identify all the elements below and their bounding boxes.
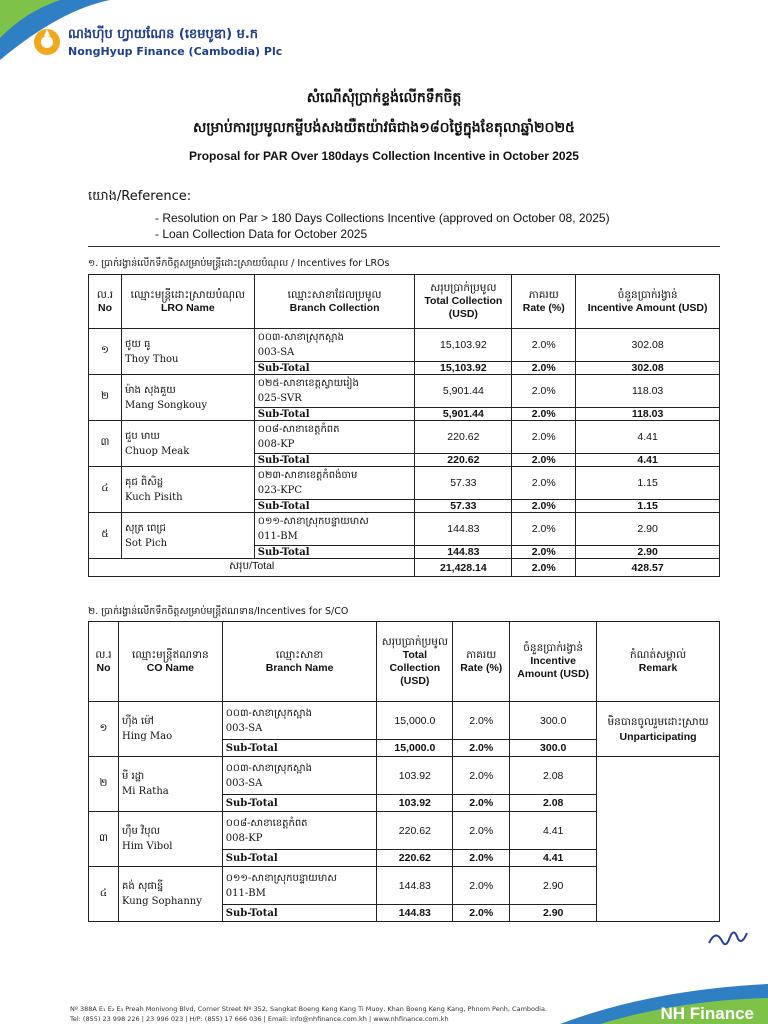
branch-cell (222, 812, 377, 850)
name-khmer: ថូយ ធូ (124, 338, 151, 350)
branch-cell (222, 867, 377, 905)
col-no: ល.រ No (89, 622, 119, 702)
rate: 2.0% (453, 812, 510, 850)
subtotal-rate: 2.0% (512, 546, 576, 559)
grand-total-label: សរុប/Total (89, 559, 415, 577)
total-collection: 57.33 (415, 467, 512, 500)
subtotal-collection: 15,000.0 (377, 740, 453, 757)
incentive-amount: 4.41 (576, 421, 720, 454)
total-collection: 15,000.0 (377, 702, 453, 740)
branch-code: 008-KP (225, 832, 263, 844)
row-number: ៤ (89, 467, 122, 513)
subtotal-amount: 2.90 (510, 905, 597, 922)
total-collection: 220.62 (415, 421, 512, 454)
row-number: ២ (89, 375, 122, 421)
logo-english-text: NongHyup Finance (Cambodia) Plc (68, 45, 283, 58)
subtotal-collection: 57.33 (415, 500, 512, 513)
branch-code: 003-SA (225, 722, 263, 734)
subtotal-amount: 2.08 (510, 795, 597, 812)
branch-name-khmer: ០១១-សាខាស្រុកបន្ទាយមាស (225, 872, 337, 884)
co-name-cell (118, 812, 222, 867)
branch-name-khmer: ០០៨-សាខាខេត្តកំពត (225, 817, 308, 829)
name-khmer: គុជ ពិសិដ្ឋ (124, 476, 164, 488)
subtotal-collection: 144.83 (377, 905, 453, 922)
incentive-amount: 300.0 (510, 702, 597, 740)
branch-name-khmer: ០២៣-សាខាខេត្តកំពង់ចាម (257, 470, 358, 481)
reference-heading: យោង/Reference: (88, 189, 192, 204)
name-english: Mang Songkouy (124, 399, 208, 411)
co-name-cell (118, 702, 222, 757)
lro-name-cell (121, 421, 254, 467)
lro-name-cell (121, 467, 254, 513)
row-number: ៤ (89, 867, 119, 922)
name-english: Him Vibol (121, 841, 173, 852)
lro-name-cell (121, 513, 254, 559)
subtotal-amount: 302.08 (576, 362, 720, 375)
page-title-english: Proposal for PAR Over 180days Collection Incentive in October 2025 (189, 149, 579, 163)
incentive-amount: 118.03 (576, 375, 720, 408)
branch-cell (254, 467, 415, 500)
subtotal-collection: 5,901.44 (415, 408, 512, 421)
branch-cell (222, 757, 377, 795)
col-rate: ភាគរយ Rate (%) (453, 622, 510, 702)
subtotal-amount: 4.41 (576, 454, 720, 467)
branch-cell (254, 421, 415, 454)
row-number: ២ (89, 757, 119, 812)
page-title-khmer: សំណើសុំប្រាក់ខ្ទង់លើកទឹកចិត្ត (306, 90, 462, 106)
total-collection: 144.83 (377, 867, 453, 905)
subtotal-collection: 103.92 (377, 795, 453, 812)
remark-english: Unparticipating (619, 730, 697, 743)
remark-khmer: មិនបានចូលរួមដោះស្រាយ (607, 715, 709, 728)
section-divider (88, 246, 720, 247)
name-english: Chuop Meak (124, 445, 190, 457)
table-header-row (89, 275, 720, 329)
total-collection: 103.92 (377, 757, 453, 795)
branch-name-khmer: ០០៣-សាខាស្រុកស្អាង (225, 762, 312, 774)
branch-name-khmer: ០២៥-សាខាខេត្តស្វាយរៀង (257, 378, 359, 389)
section2-heading: ២. ប្រាក់រង្វាន់លើកទឹកចិត្តសម្រាប់មន្ត្រីឥណទាន/Incentives for S/CO (88, 606, 349, 617)
name-khmer: ហ៊ឹម វិបុល (121, 826, 161, 837)
branch-cell (254, 375, 415, 408)
subtotal-label: Sub-Total (254, 408, 415, 421)
grand-total-amount: 428.57 (576, 559, 720, 577)
branch-code: 011-BM (257, 531, 298, 542)
table-row (89, 702, 720, 740)
subtotal-label: Sub-Total (254, 454, 415, 467)
row-number: ៣ (89, 421, 122, 467)
subtotal-label: Sub-Total (222, 905, 377, 922)
remark-cell-empty (597, 757, 720, 922)
subtotal-rate: 2.0% (512, 500, 576, 513)
name-english: Thoy Thou (124, 353, 179, 365)
rate: 2.0% (453, 757, 510, 795)
logo-khmer-text: ណងហ៊ីប ហ្វាយណែន (ខេមបូឌា) ម.ក (68, 27, 259, 42)
co-name-cell (118, 867, 222, 922)
branch-name-khmer: ០០៣-សាខាស្រុកស្អាង (257, 332, 344, 343)
rate: 2.0% (453, 867, 510, 905)
signature-mark-icon (706, 925, 750, 951)
footer-contact: Tel: (855) 23 998 226 | 23 996 023 | H/P: (855) 17 666 036 | Email: info@nhfinance.com.kh | www.nhfinance.com.kh (70, 1015, 449, 1023)
table-row (89, 467, 720, 500)
table-row (89, 513, 720, 546)
col-total-collection: សរុបប្រាក់ប្រមូល Total Collection (USD) (377, 622, 453, 702)
subtotal-amount: 2.90 (576, 546, 720, 559)
name-english: Kung Sophanny (121, 896, 202, 907)
branch-name-khmer: ០១១-សាខាស្រុកបន្ទាយមាស (257, 516, 369, 527)
lro-name-cell (121, 375, 254, 421)
col-branch-name: ឈ្មោះសាខា Branch Name (222, 622, 377, 702)
branch-name-khmer: ០០៣-សាខាស្រុកស្អាង (225, 707, 312, 719)
incentive-amount: 2.90 (576, 513, 720, 546)
row-number: ១ (89, 329, 122, 375)
col-incentive-amount: ចំនួនប្រាក់រង្វាន់ Incentive Amount (USD) (510, 622, 597, 702)
table-header-row (89, 622, 720, 702)
branch-name-khmer: ០០៨-សាខាខេត្តកំពត (257, 424, 340, 435)
name-english: Hing Mao (121, 731, 173, 742)
branch-code: 023-KPC (257, 485, 303, 496)
subtotal-label: Sub-Total (254, 500, 415, 513)
col-remark: កំណត់សម្គាល់ Remark (597, 622, 720, 702)
name-english: Sot Pich (124, 537, 168, 549)
nh-logo-icon (32, 27, 62, 57)
subtotal-collection: 15,103.92 (415, 362, 512, 375)
grand-total-collection: 21,428.14 (415, 559, 512, 577)
subtotal-label: Sub-Total (222, 850, 377, 867)
col-branch-collection: ឈ្មោះសាខាដែលប្រមូល Branch Collection (254, 275, 415, 329)
col-no: ល.រ No (89, 275, 122, 329)
grand-total-row (89, 559, 720, 577)
lro-name-cell (121, 329, 254, 375)
subtotal-rate: 2.0% (453, 795, 510, 812)
subtotal-label: Sub-Total (254, 362, 415, 375)
branch-code: 025-SVR (257, 393, 302, 404)
branch-code: 011-BM (225, 887, 266, 899)
name-khmer: ហ៊ីង ម៉ៅ (121, 716, 154, 727)
subtotal-collection: 144.83 (415, 546, 512, 559)
row-number: ១ (89, 702, 119, 757)
name-english: Mi Ratha (121, 786, 169, 797)
name-khmer: ជួប មាឃ (124, 430, 160, 442)
footer-address: Nº 388A E₁ E₂ E₃ Preah Monivong Blvd, Corner Street Nº 352, Sangkat Boeng Keng Kang Ti Muoy, Khan Boeng Keng Kang, Phnom Penh, Cambodia. (70, 1005, 547, 1013)
total-collection: 144.83 (415, 513, 512, 546)
branch-cell (254, 513, 415, 546)
row-number: ៥ (89, 513, 122, 559)
table-row (89, 375, 720, 408)
incentive-amount: 2.90 (510, 867, 597, 905)
total-collection: 220.62 (377, 812, 453, 850)
rate: 2.0% (512, 329, 576, 362)
grand-total-rate: 2.0% (512, 559, 576, 577)
col-total-collection: សរុបប្រាក់ប្រមូល Total Collection (USD) (415, 275, 512, 329)
branch-code: 003-SA (225, 777, 263, 789)
subtotal-rate: 2.0% (512, 362, 576, 375)
remark-cell (597, 702, 720, 757)
branch-cell (222, 702, 377, 740)
name-khmer: មី រដ្ឋា (121, 771, 145, 782)
lro-incentive-table (88, 274, 720, 577)
footer-brand: NH Finance (660, 1004, 754, 1023)
name-khmer: សុត្រ ពេជ្រ (124, 522, 166, 534)
subtotal-rate: 2.0% (453, 850, 510, 867)
col-rate: ភាគរយ Rate (%) (512, 275, 576, 329)
rate: 2.0% (512, 421, 576, 454)
incentive-amount: 4.41 (510, 812, 597, 850)
subtotal-amount: 4.41 (510, 850, 597, 867)
subtotal-rate: 2.0% (512, 408, 576, 421)
subtotal-rate: 2.0% (512, 454, 576, 467)
subtotal-rate: 2.0% (453, 740, 510, 757)
reference-item: - Resolution on Par > 180 Days Collections Incentive (approved on October 08, 2025) (155, 211, 610, 225)
subtotal-amount: 1.15 (576, 500, 720, 513)
name-khmer: គង់ សុផាន្នី (121, 881, 164, 892)
subtotal-label: Sub-Total (222, 795, 377, 812)
page-subtitle-khmer: សម្រាប់ការប្រមូលកម្ចីបង់សងយឺតយ៉ាវធំជាង១៨០ថ្ងៃក្នុងខែតុលាឆ្នាំ២០២៥ (193, 120, 575, 136)
name-khmer: ម៉ាង សុងគួយ (124, 384, 176, 396)
row-number: ៣ (89, 812, 119, 867)
branch-code: 008-KP (257, 439, 295, 450)
subtotal-amount: 118.03 (576, 408, 720, 421)
reference-item: - Loan Collection Data for October 2025 (155, 227, 368, 241)
table-row (89, 329, 720, 362)
branch-cell (254, 329, 415, 362)
subtotal-amount: 300.0 (510, 740, 597, 757)
subtotal-label: Sub-Total (222, 740, 377, 757)
col-lro-name: ឈ្មោះមន្ត្រីដោះស្រាយបំណុល LRO Name (121, 275, 254, 329)
table-row (89, 757, 720, 795)
incentive-amount: 2.08 (510, 757, 597, 795)
name-english: Kuch Pisith (124, 491, 183, 503)
co-name-cell (118, 757, 222, 812)
rate: 2.0% (512, 375, 576, 408)
subtotal-rate: 2.0% (453, 905, 510, 922)
rate: 2.0% (512, 467, 576, 500)
rate: 2.0% (453, 702, 510, 740)
col-co-name: ឈ្មោះមន្ត្រីឥណទាន CO Name (118, 622, 222, 702)
subtotal-collection: 220.62 (377, 850, 453, 867)
incentive-amount: 1.15 (576, 467, 720, 500)
rate: 2.0% (512, 513, 576, 546)
col-incentive-amount: ចំនួនប្រាក់រង្វាន់ Incentive Amount (USD) (576, 275, 720, 329)
total-collection: 15,103.92 (415, 329, 512, 362)
subtotal-collection: 220.62 (415, 454, 512, 467)
table-row (89, 421, 720, 454)
total-collection: 5,901.44 (415, 375, 512, 408)
incentive-amount: 302.08 (576, 329, 720, 362)
subtotal-label: Sub-Total (254, 546, 415, 559)
section1-heading: ១. ប្រាក់រង្វាន់លើកទឹកចិត្តសម្រាប់មន្ត្រីដោះស្រាយបំណុល / Incentives for LROs (88, 258, 390, 269)
co-incentive-table (88, 621, 720, 922)
branch-code: 003-SA (257, 347, 295, 358)
